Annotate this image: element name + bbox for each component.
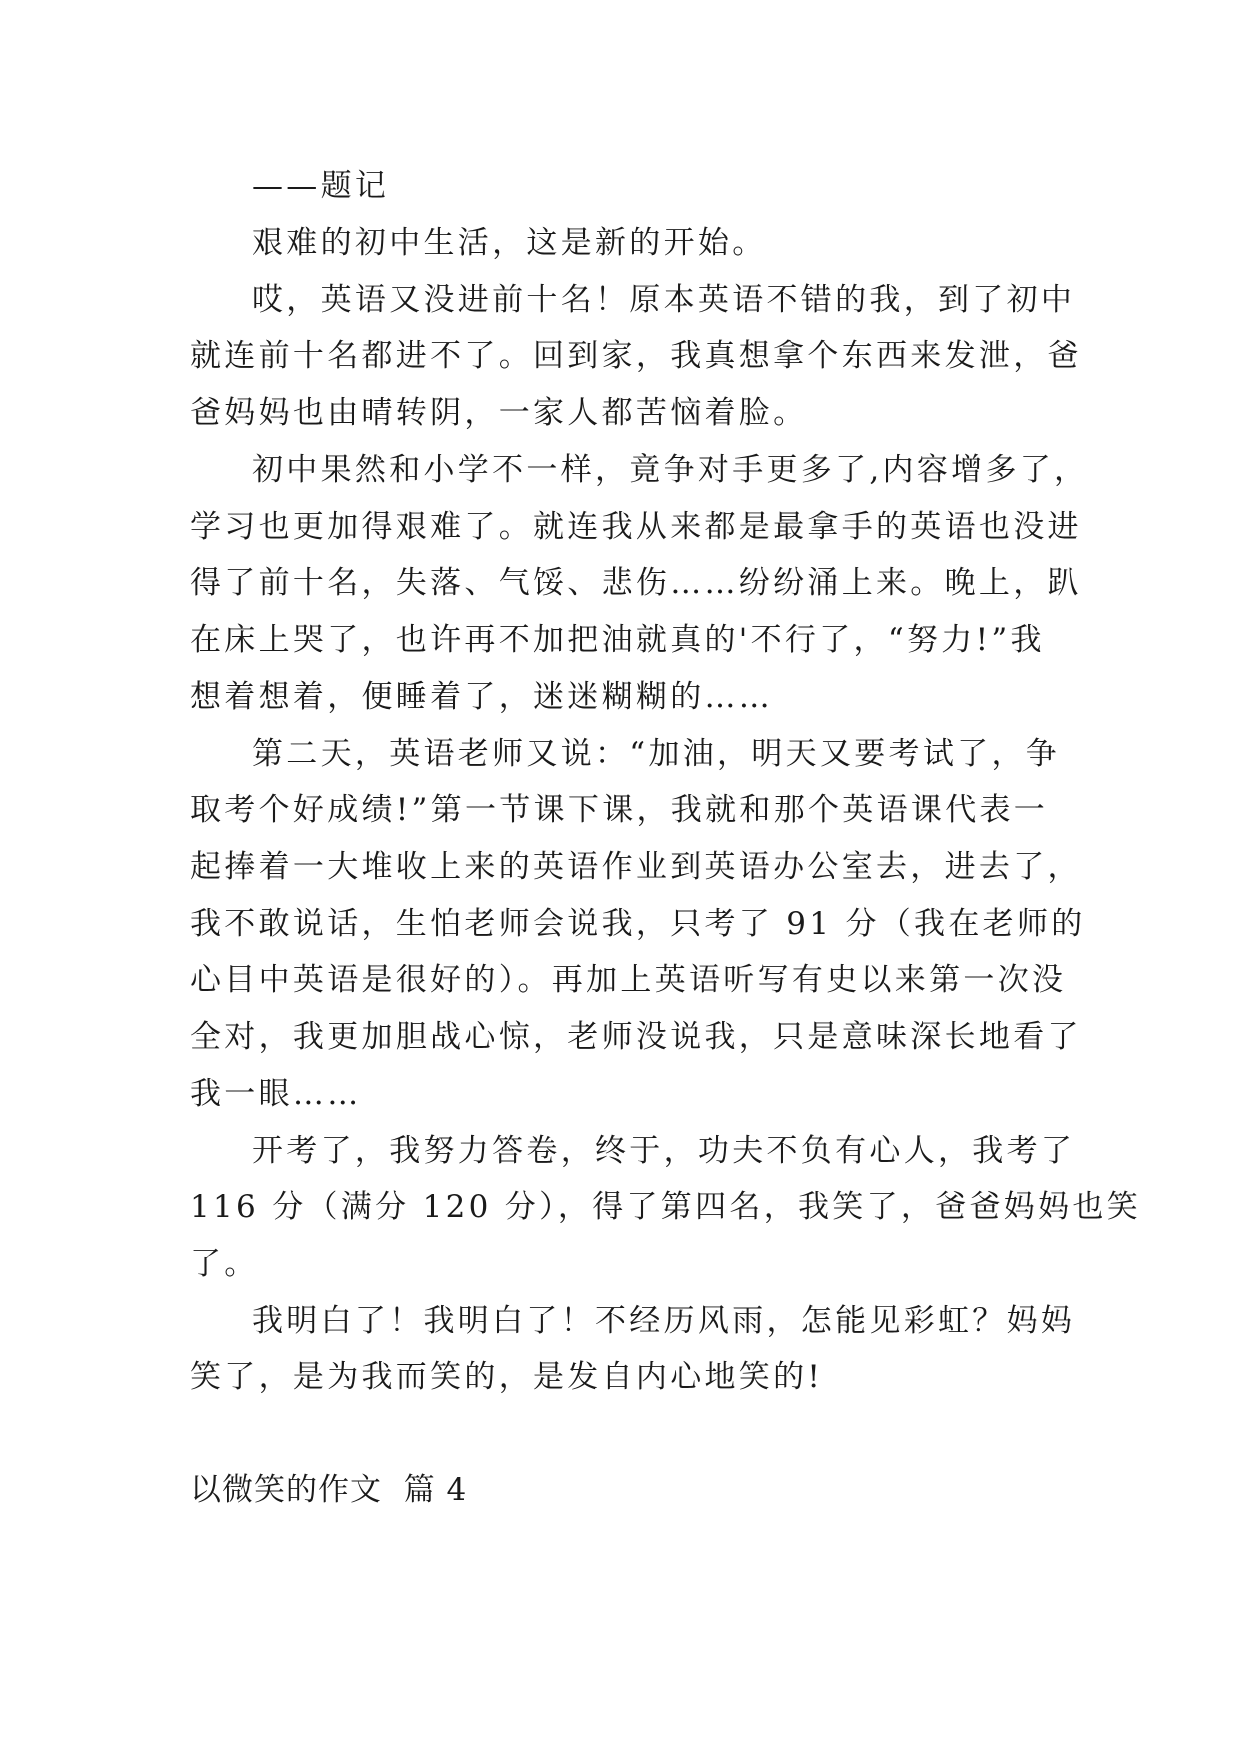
- paragraph-line: 得了前十名，失落、气馁、悲伤……纷纷涌上来。晚上，趴: [190, 565, 1082, 601]
- paragraph-line: 艰难的初中生活，这是新的开始。: [252, 225, 767, 261]
- paragraph-line: 学习也更加得艰难了。就连我从来都是最拿手的英语也没进: [190, 509, 1082, 545]
- section-heading: 以微笑的作文 篇 4: [190, 1472, 468, 1508]
- paragraph-line: 我不敢说话，生怕老师会说我，只考了 91 分（我在老师的: [190, 906, 1086, 942]
- paragraph-line: 哎，英语又没进前十名！原本英语不错的我，到了初中: [252, 282, 1076, 318]
- paragraph-line: 笑了，是为我而笑的，是发自内心地笑的!: [190, 1359, 824, 1395]
- paragraph-line: 想着想着，便睡着了，迷迷糊糊的……: [190, 679, 774, 715]
- paragraph-line: 了。: [190, 1246, 259, 1282]
- paragraph-line: 第二天，英语老师又说：“加油，明天又要考试了，争: [252, 736, 1061, 772]
- paragraph-line: 取考个好成绩!”第一节课下课，我就和那个英语课代表一: [190, 792, 1049, 828]
- paragraph-line: 心目中英语是很好的）。再加上英语听写有史以来第一次没: [190, 962, 1067, 998]
- paragraph-line: 起捧着一大堆收上来的英语作业到英语办公室去，进去了，: [190, 849, 1082, 885]
- paragraph-line: 初中果然和小学不一样，竟争对手更多了,内容增多了，: [252, 452, 1089, 488]
- paragraph-line: 在床上哭了，也许再不加把油就真的'不行了，“努力!”我: [190, 622, 1045, 658]
- paragraph-line: 开考了，我努力答卷，终于，功夫不负有心人，我考了: [252, 1133, 1076, 1169]
- paragraph-line: 116 分（满分 120 分），得了第四名，我笑了，爸爸妈妈也笑: [190, 1189, 1141, 1225]
- paragraph-line: 我一眼……: [190, 1076, 362, 1112]
- paragraph-line: 全对，我更加胆战心惊，老师没说我，只是意味深长地看了: [190, 1019, 1082, 1055]
- inscription: ——题记: [252, 168, 390, 204]
- paragraph-line: 我明白了！我明白了！不经历风雨，怎能见彩虹？妈妈: [252, 1303, 1076, 1339]
- paragraph-line: 就连前十名都进不了。回到家，我真想拿个东西来发泄，爸: [190, 338, 1082, 374]
- paragraph-line: 爸妈妈也由晴转阴，一家人都苦恼着脸。: [190, 395, 808, 431]
